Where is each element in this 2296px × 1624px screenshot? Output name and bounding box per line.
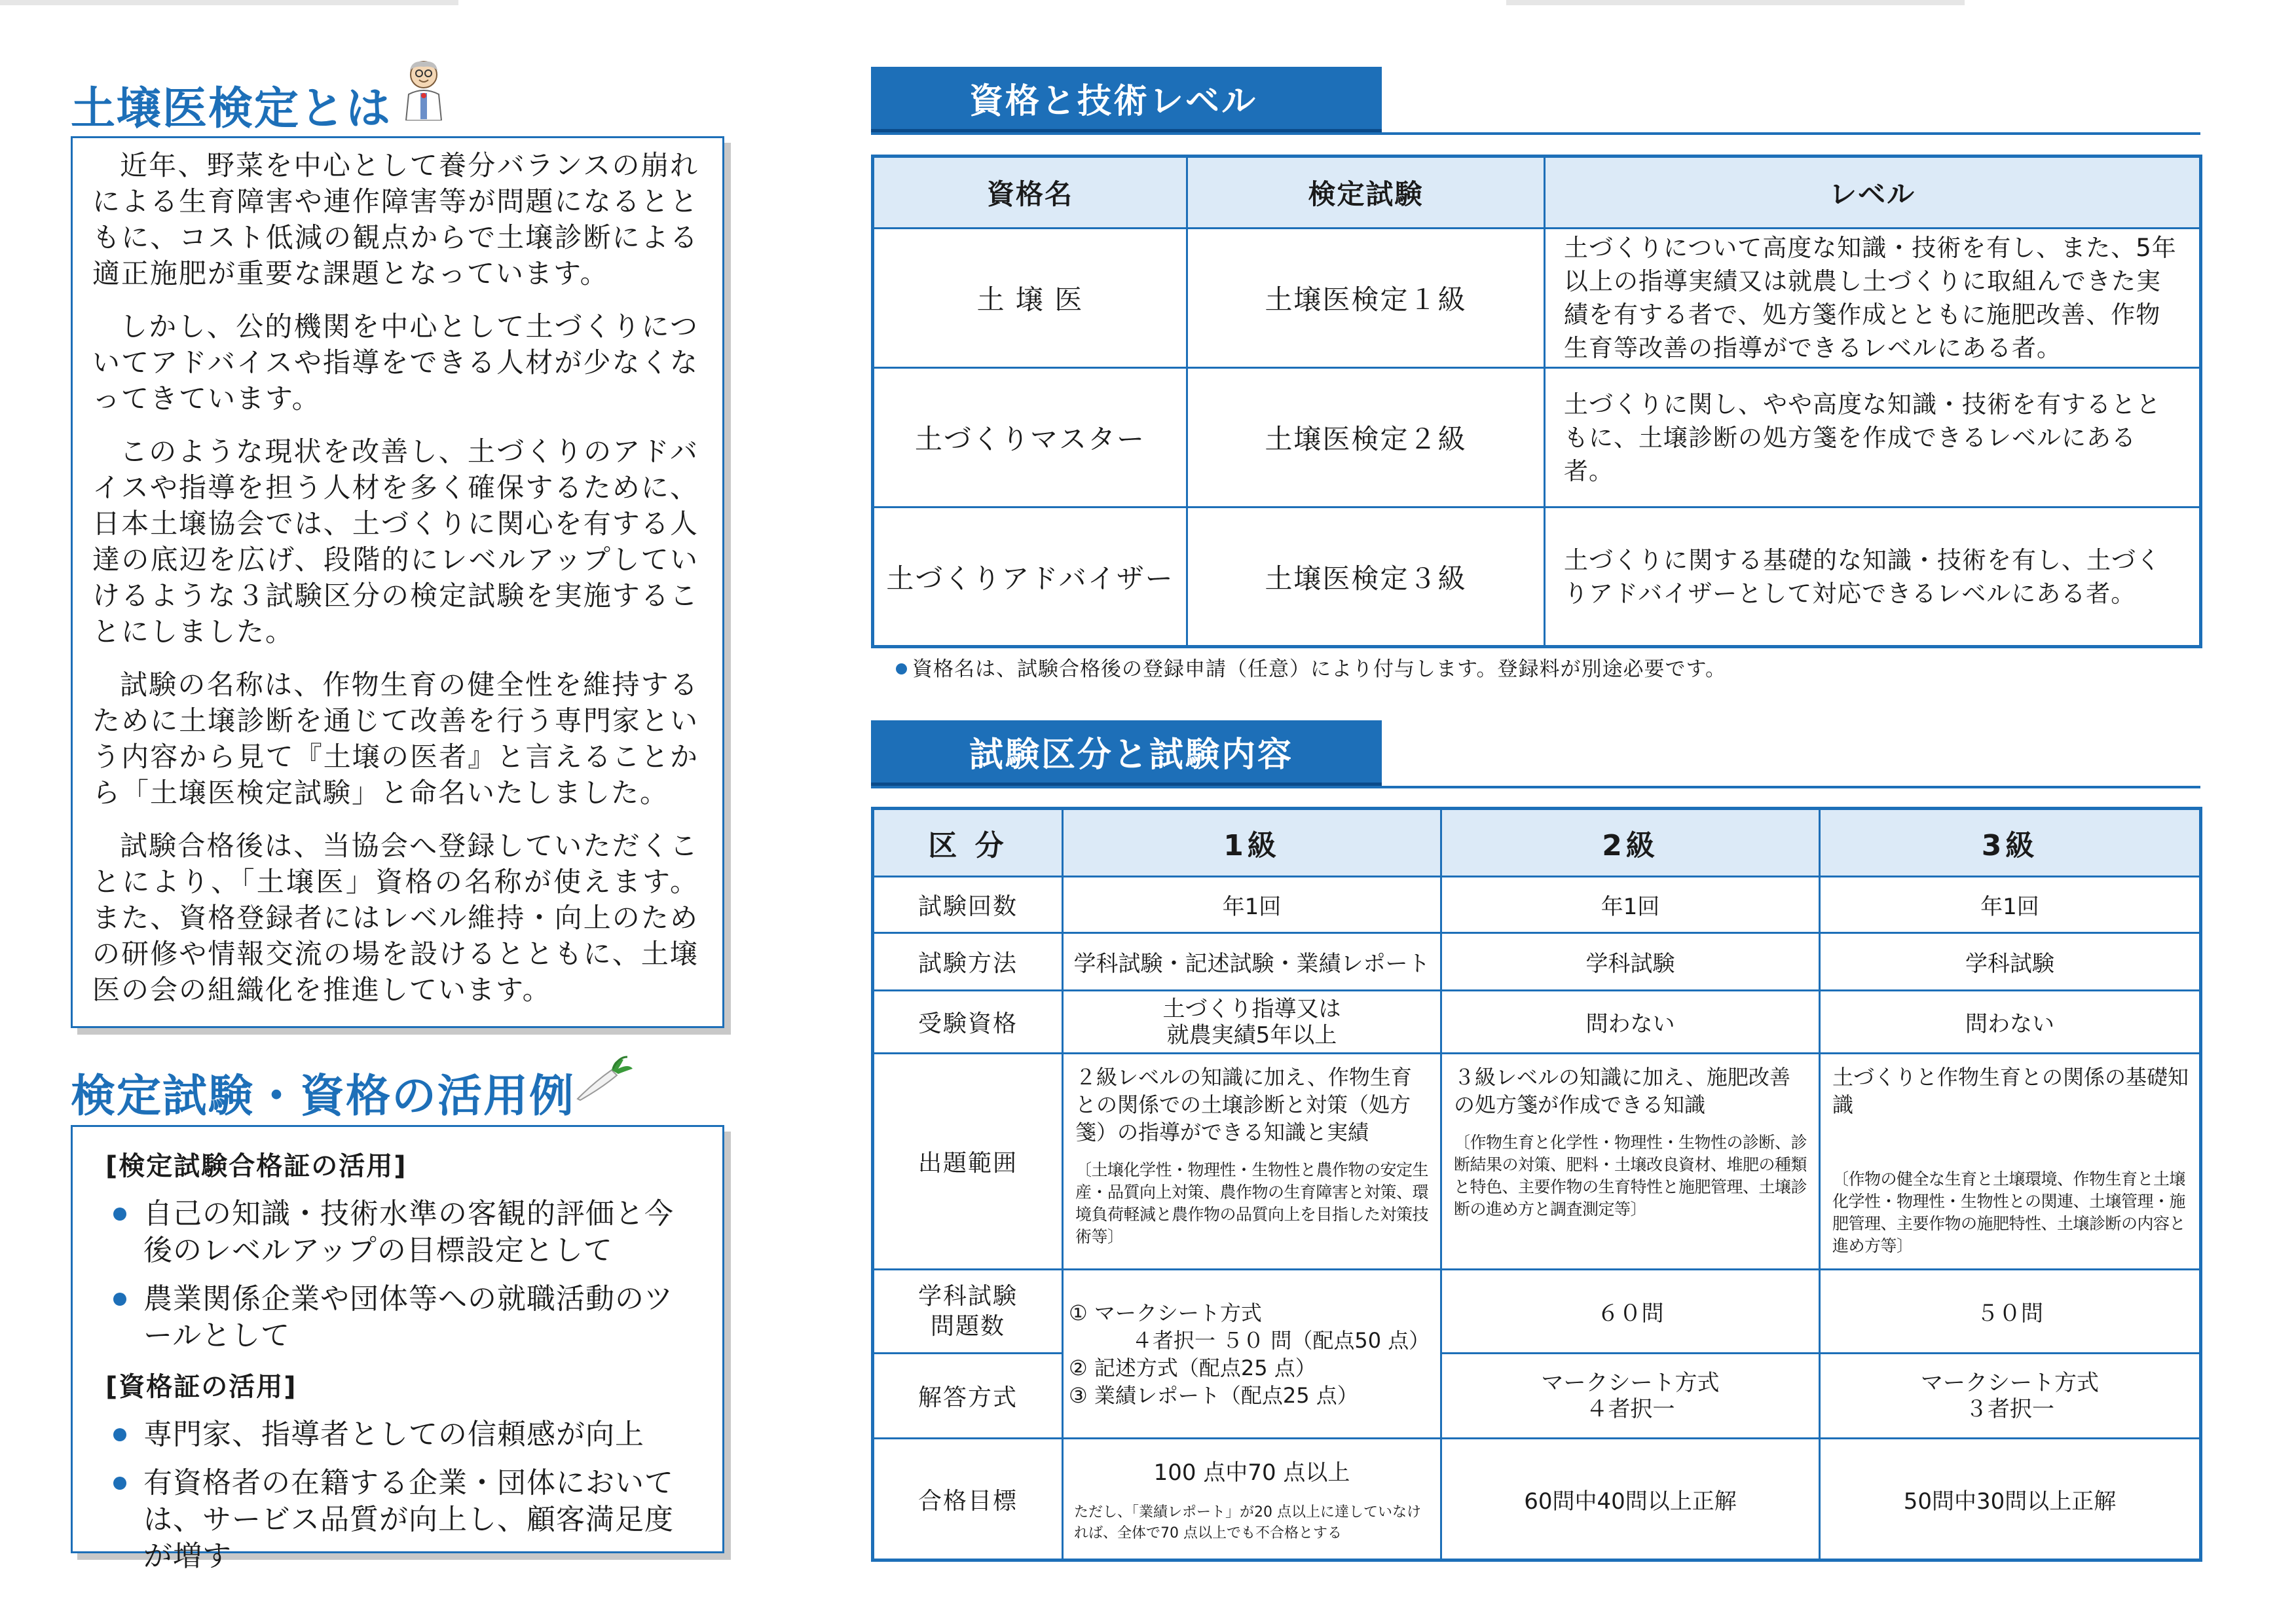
column-header: 1級 [1063, 809, 1441, 877]
row-label: 解答方式 [873, 1354, 1063, 1439]
list-item-text: 専門家、指導者としての信頼感が向上 [143, 1418, 644, 1451]
answer-format-line: ４者択一 ５０ 問（配点50 点） [1069, 1327, 1430, 1353]
answer-format-list [1064, 1299, 1440, 1409]
table-cell: 学科試験 [1441, 933, 1820, 991]
table-header-row [873, 809, 2201, 877]
table-row [873, 229, 2201, 368]
column-header: 検定試験 [1187, 157, 1545, 229]
table-cell [1063, 1270, 1441, 1439]
list-item-text: 自己の知識・技術水準の客観的評価と今後のレベルアップの目標設定として [143, 1197, 674, 1267]
list-item-text: 有資格者の在籍する企業・団体においては、サービス品質が向上し、顧客満足度が増す [143, 1466, 674, 1573]
qualification-name: 土づくりマスター [873, 368, 1187, 507]
table-cell: 年1回 [1063, 877, 1441, 933]
top-edge-shadow [1506, 0, 1965, 5]
exam-grade: 土壌医検定１級 [1187, 229, 1545, 368]
table-row [873, 991, 2201, 1054]
table-cell: ５０問 [1820, 1270, 2201, 1354]
list-item [105, 1281, 703, 1354]
table-row [873, 368, 2201, 507]
uses-heading-cert: [検定試験合格証の活用] [105, 1151, 407, 1181]
table-cell: 60問中40問以上正解 [1441, 1439, 1820, 1560]
column-header: 2級 [1441, 809, 1820, 877]
bullet-dot-icon [113, 1428, 126, 1441]
table-cell [1063, 991, 1441, 1054]
answer-format-line: ① マークシート方式 [1069, 1300, 1262, 1325]
table-cell: 年1回 [1441, 877, 1820, 933]
list-item [105, 1465, 703, 1575]
table-cell [1820, 1354, 2201, 1439]
level-description: 土づくりについて高度な知識・技術を有し、また、5年以上の指導実績又は就農し土づくりに取組んできた実績を有する者で、処方箋作成とともに施肥改善、作物生育等改善の指導ができるレベルにある者。 [1545, 229, 2201, 368]
section-banner-exam: 試験区分と試験内容 [871, 720, 1382, 786]
table-cell [1063, 1439, 1441, 1560]
top-edge-shadow [0, 0, 458, 5]
qualification-note [896, 652, 1726, 682]
column-header: 3級 [1820, 809, 2201, 877]
level-description: 土づくりに関する基礎的な知識・技術を有し、土づくりアドバイザーとして対応できるレベルにある者。 [1545, 507, 2201, 647]
row-label: 試験回数 [873, 877, 1063, 933]
bullet-dot-icon [113, 1477, 126, 1490]
level-description: 土づくりに関し、やや高度な知識・技術を有するとともに、土壌診断の処方箋を作成できるレベルにある者。 [1545, 368, 2201, 507]
banner-rule [871, 132, 2200, 135]
section-title-uses: 検定試験・資格の活用例 [71, 1071, 576, 1122]
cell-line: ３者択一 [1965, 1395, 2054, 1422]
pass-footnote: ただし、「業績レポート」が20 点以上に達していなければ、全体で70 点以上でも不合格とする [1074, 1504, 1421, 1541]
column-header: 区 分 [873, 809, 1063, 877]
list-item [105, 1416, 703, 1453]
uses-heading-qual: [資格証の活用] [105, 1372, 297, 1402]
cell-line: マークシート方式 [1541, 1369, 1720, 1396]
table-row [873, 507, 2201, 647]
table-cell: 50問中30問以上正解 [1820, 1439, 2201, 1560]
row-label-line: 学科試験 [917, 1282, 1018, 1310]
table-cell: 学科試験 [1820, 933, 2201, 991]
scope-details: 〔作物生育と化学性・物理性・生物性の診断、診断結果の対策、肥料・土壌改良資材、堆肥の種類と特色、主要作物の生育特性と施肥管理、土壌診断の進め方と調査測定等〕 [1454, 1133, 1807, 1219]
table-cell: 問わない [1820, 991, 2201, 1054]
row-label [873, 1270, 1063, 1354]
cell-line: マークシート方式 [1921, 1369, 2099, 1396]
section-title-about: 土壌医検定とは [71, 83, 392, 135]
intro-paragraph: 試験の名称は、作物生育の健全性を維持するために土壌診断を通じて改善を行う専門家という内容から見て『土壌の医者』と言えることから「土壌医検定試験」と命名いたしました。 [92, 669, 699, 809]
cell-line: ４者択一 [1585, 1395, 1675, 1422]
table-row [873, 1054, 2201, 1270]
scope-summary: ２級レベルの知識に加え、作物生育との関係での土壌診断と対策（処方箋）の指導ができる知識と実績 [1075, 1065, 1412, 1145]
table-cell [1820, 1054, 2201, 1270]
bullet-dot-icon [113, 1208, 126, 1221]
list-item [105, 1196, 703, 1269]
radish-icon [575, 1056, 635, 1101]
scope-details: 〔土壌化学性・物理性・生物性と農作物の安定生産・品質向上対策、農作物の生育障害と対策、環境負荷軽減と農作物の品質向上を目指した対策技術等〕 [1075, 1160, 1429, 1246]
exam-grade: 土壌医検定３級 [1187, 507, 1545, 647]
bullet-dot-icon [113, 1293, 126, 1306]
intro-panel [71, 136, 724, 1028]
intro-paragraph: 近年、野菜を中心として養分バランスの崩れによる生育障害や連作障害等が問題になるとともに、コスト低減の観点からで土壌診断による適正施肥が重要な課題となっています。 [92, 149, 699, 289]
cell-line: 就農実績5年以上 [1166, 1022, 1337, 1048]
answer-format-line: ③ 業績レポート（配点25 点） [1069, 1382, 1358, 1408]
table-cell: 年1回 [1820, 877, 2201, 933]
list-item-text: 農業関係企業や団体等への就職活動のツールとして [143, 1282, 674, 1352]
table-header-row [873, 157, 2201, 229]
table-row [873, 933, 2201, 991]
table-cell [1063, 1054, 1441, 1270]
column-header: レベル [1545, 157, 2201, 229]
answer-format-line: ② 記述方式（配点25 点） [1069, 1355, 1316, 1380]
row-label: 出題範囲 [873, 1054, 1063, 1270]
cell-line: 土づくり指導又は [1162, 995, 1341, 1022]
column-header: 資格名 [873, 157, 1187, 229]
exam-grade: 土壌医検定２級 [1187, 368, 1545, 507]
row-label-line: 問題数 [930, 1312, 1005, 1340]
intro-paragraph: しかし、公的機関を中心として土づくりについてアドバイスや指導をできる人材が少なくなってきています。 [92, 310, 699, 415]
banner-rule [871, 786, 2200, 788]
scope-summary: 土づくりと作物生育との関係の基礎知識 [1832, 1065, 2189, 1117]
table-cell: 学科試験・記述試験・業績レポート [1063, 933, 1441, 991]
intro-paragraph: このような現状を改善し、土づくりのアドバイスや指導を担う人材を多く確保するために、日本土壌協会では、土づくりに関心を有する人達の底辺を広げ、段階的にレベルアップしていけるような３試験区分の検定試験を実施することにしました。 [92, 435, 699, 648]
table-cell: 問わない [1441, 991, 1820, 1054]
intro-paragraph: 試験合格後は、当協会へ登録していただくことにより、「土壌医」資格の名称が使えます。また、資格登録者にはレベル維持・向上のための研修や情報交流の場を設けるとともに、土壌医の会の組織化を推進しています。 [92, 830, 699, 1006]
row-label: 合格目標 [873, 1439, 1063, 1560]
table-cell [1441, 1054, 1820, 1270]
scope-details: 〔作物の健全な生育と土壌環境、作物生育と土壌化学性・物理性・生物性との関連、土壌管理・施肥管理、主要作物の施肥特性、土壌診断の内容と進め方等〕 [1832, 1170, 2186, 1255]
table-row [873, 1439, 2201, 1560]
note-text: 資格名は、試験合格後の登録申請（任意）により付与します。登録料が別途必要です。 [912, 657, 1727, 681]
pass-criterion: 100 点中70 点以上 [1153, 1459, 1350, 1486]
section-banner-qualifications: 資格と技術レベル [871, 67, 1382, 132]
scope-summary: ３級レベルの知識に加え、施肥改善の処方箋が作成できる知識 [1454, 1065, 1790, 1117]
exam-table [871, 807, 2202, 1562]
table-cell: ６０問 [1441, 1270, 1820, 1354]
uses-panel [71, 1125, 724, 1573]
row-label: 受験資格 [873, 991, 1063, 1054]
table-row [873, 877, 2201, 933]
table-cell [1441, 1354, 1820, 1439]
doctor-icon [397, 58, 451, 120]
table-row [873, 1270, 2201, 1354]
qualifications-table [871, 155, 2202, 648]
qualification-name: 土づくりアドバイザー [873, 507, 1187, 647]
row-label: 試験方法 [873, 933, 1063, 991]
qualification-name: 土 壌 医 [873, 229, 1187, 368]
bullet-dot-icon [896, 663, 907, 674]
